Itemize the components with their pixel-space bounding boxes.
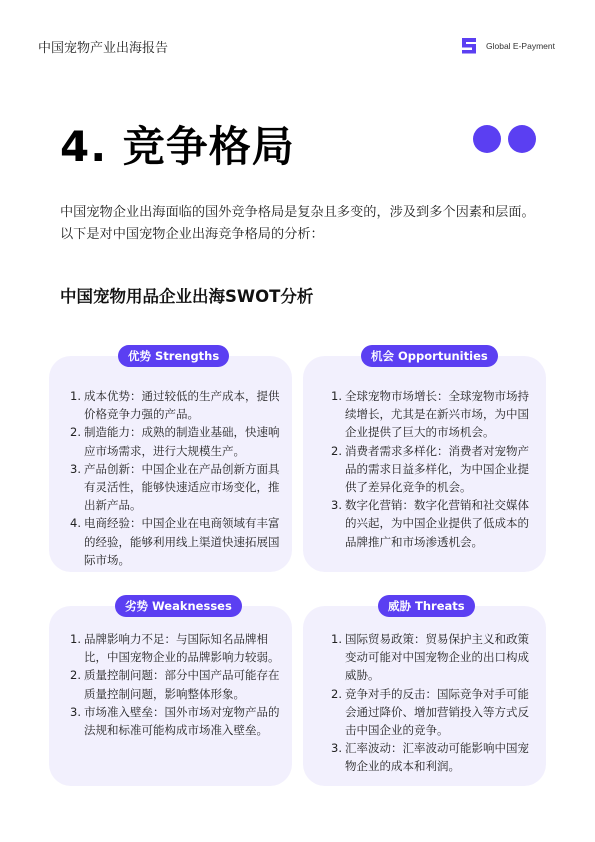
weaknesses-label: 劣势 Weaknesses	[115, 595, 242, 617]
list-item: 4. 电商经验：中国企业在电商领域有丰富的经验，能够利用线上渠道快速拓展国际市场。	[70, 516, 280, 567]
weaknesses-list	[70, 630, 282, 739]
list-item: 3. 市场准入壁垒：国外市场对宠物产品的法规和标准可能构成市场准入壁垒。	[70, 704, 280, 738]
list-item: 2. 质量控制问题：部分中国产品可能存在质量控制问题，影响整体形象。	[70, 668, 280, 701]
logo-icon	[460, 36, 480, 56]
list-item: 1. 国际贸易政策：贸易保护主义和政策变动可能对中国宠物企业的出口构成威胁。	[331, 632, 529, 683]
list-item: 2. 竞争对手的反击：国际竞争对手可能会通过降价、增加营销投入等方式反击中国企业的竞争。	[331, 686, 529, 738]
strengths-label: 优势 Strengths	[118, 345, 229, 367]
header-title: 中国宠物产业出海报告	[38, 41, 169, 56]
opportunities-label: 机会 Opportunities	[361, 345, 498, 367]
section-heading: 中国宠物用品企业出海SWOT分析	[60, 287, 314, 306]
decorative-dot	[508, 125, 536, 153]
list-item: 1. 全球宠物市场增长：全球宠物市场持续增长，尤其是在新兴市场，为中国企业提供了巨大的市场机会。	[331, 389, 529, 440]
list-item: 3. 产品创新：中国企业在产品创新方面具有灵活性，能够快速适应市场变化，推出新产品。	[70, 461, 280, 513]
list-item: 1. 品牌影响力不足：与国际知名品牌相比，中国宠物企业的品牌影响力较弱。	[70, 632, 280, 665]
list-item: 3. 汇率波动：汇率波动可能影响中国宠物企业的成本和利润。	[331, 741, 529, 774]
logo-text: Global E-Payment	[486, 41, 555, 51]
decorative-dot	[473, 125, 501, 153]
intro-paragraph: 中国宠物企业出海面临的国外竞争格局是复杂且多变的，涉及到多个因素和层面。以下是对中国宠物企业出海竞争格局的分析：	[60, 205, 535, 242]
opportunities-list	[331, 387, 531, 551]
list-item: 3. 数字化营销：数字化营销和社交媒体的兴起，为中国企业提供了低成本的品牌推广和市场渗透机会。	[331, 498, 529, 549]
threats-label: 威胁 Threats	[378, 595, 475, 617]
threats-list	[331, 630, 531, 776]
strengths-list	[70, 387, 282, 569]
page-title: 4. 竞争格局	[60, 122, 295, 171]
list-item: 1. 成本优势：通过较低的生产成本，提供价格竞争力强的产品。	[70, 389, 280, 422]
list-item: 2. 制造能力：成熟的制造业基础，快速响应市场需求，进行大规模生产。	[70, 425, 280, 458]
logo	[460, 36, 555, 56]
list-item: 2. 消费者需求多样化：消费者对宠物产品的需求日益多样化，为中国企业提供了差异化竞争的机会。	[331, 443, 529, 495]
